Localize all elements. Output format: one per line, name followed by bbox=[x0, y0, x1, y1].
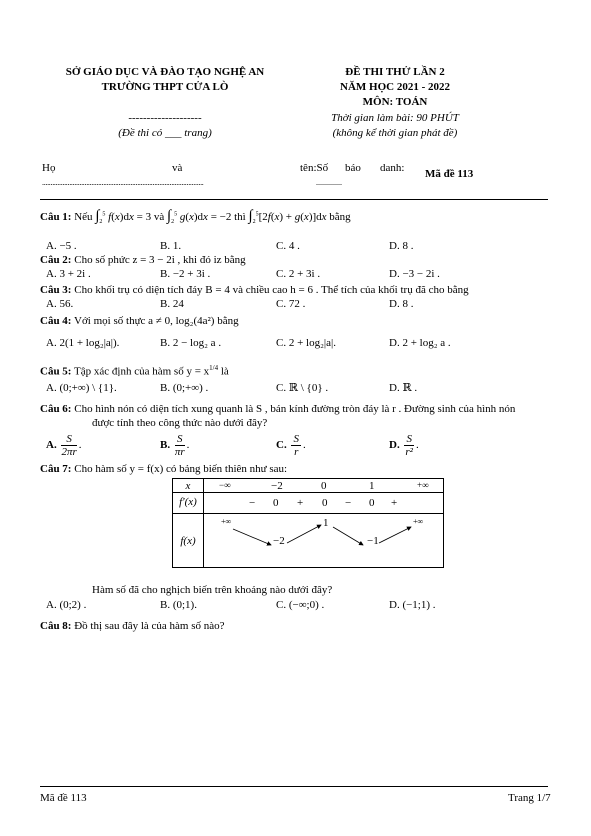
q1-stem: Nếu $\int_2^5$ f(x)dx = 3 và $\int_2^5$ g(x)dx = −2 thì $\int_2^5[2f(x) + g(x)]dx$ bằng bbox=[74, 208, 351, 226]
x-value-5: +∞ bbox=[417, 480, 429, 490]
question-7 bbox=[40, 463, 287, 476]
q1-option-a: A. −5 . bbox=[46, 240, 77, 252]
q4-option-c: C. 2 + log₂|a|. bbox=[276, 337, 336, 349]
q7-option-d: D. (−1;1) . bbox=[389, 599, 436, 611]
arrow-increase-1 bbox=[287, 525, 321, 543]
q1-option-b: B. 1. bbox=[160, 240, 182, 252]
q5-label: Câu 5: bbox=[40, 365, 72, 378]
label-va: và bbox=[172, 162, 183, 174]
f-value-plus-inf-right: +∞ bbox=[413, 517, 424, 526]
q6-option-b: B. $\frac{S}{\pi r}$ . bbox=[160, 433, 190, 459]
exam-time-note: (không kể thời gian phát đề) bbox=[332, 127, 458, 139]
q6-stem-line2: được tính theo công thức nào dưới đây? bbox=[92, 417, 268, 429]
question-3 bbox=[40, 284, 469, 297]
q6-option-c: C. $\frac{S}{r}$ . bbox=[276, 433, 306, 459]
q4-option-d: D. 2 + log₂ a . bbox=[389, 337, 451, 349]
exam-code-box: Mã đề 113 bbox=[425, 168, 474, 180]
q3-label: Câu 3: bbox=[40, 284, 72, 296]
q1-option-c: C. 4 . bbox=[276, 240, 300, 252]
question-4 bbox=[40, 315, 239, 328]
question-5 bbox=[40, 364, 229, 379]
q4-option-a: A. 2(1 + log₂|a|). bbox=[46, 337, 120, 349]
q7-question: Hàm số đã cho nghịch biến trên khoảng nào dưới đây? bbox=[92, 584, 333, 596]
question-6 bbox=[40, 403, 515, 416]
f-value-min-2: −1 bbox=[367, 535, 379, 547]
f-value-plus-inf-left: +∞ bbox=[221, 517, 232, 526]
q2-option-a: A. 3 + 2i . bbox=[46, 268, 91, 280]
q8-stem: Đồ thị sau đây là của hàm số nào? bbox=[74, 620, 225, 632]
q3-stem: Cho khối trụ có diện tích đáy B = 4 và chiều cao h = 6 . Thể tích của khối trụ đã cho bằng bbox=[74, 284, 469, 296]
footer-page-number: Trang 1/7 bbox=[508, 792, 551, 804]
exam-title: ĐỀ THI THỬ LẦN 2 bbox=[345, 66, 445, 78]
name-dots: ............................................................................................... bbox=[42, 178, 204, 187]
fprime-sign-4: + bbox=[391, 497, 398, 509]
variation-arrows bbox=[173, 479, 443, 567]
x-value-2: −2 bbox=[271, 480, 283, 492]
q7-option-b: B. (0;1). bbox=[160, 599, 197, 611]
school-department: SỞ GIÁO DỤC VÀ ĐÀO TẠO NGHỆ AN bbox=[65, 66, 265, 78]
id-dots: ............. bbox=[316, 178, 342, 187]
q2-option-c: C. 2 + 3i . bbox=[276, 268, 321, 280]
question-1 bbox=[40, 207, 351, 226]
fprime-zero-3: 0 bbox=[369, 497, 375, 509]
q6-stem-line1: Cho hình nón có diện tích xung quanh là S , bán kính đường tròn đáy là r . Đường sinh của hình nón bbox=[74, 403, 516, 415]
arrow-increase-2 bbox=[379, 527, 411, 543]
q5-option-c: C. ℝ \ {0} . bbox=[276, 382, 329, 394]
q6-option-d: D. $\frac{S}{\text{r²}}$ . bbox=[389, 433, 419, 459]
q3-option-b: B. 24 bbox=[160, 298, 184, 310]
q6-label: Câu 6: bbox=[40, 403, 72, 415]
q5-stem: Tập xác định của hàm số y = x bbox=[74, 365, 210, 378]
f-value-min-1: −2 bbox=[273, 535, 285, 547]
row-f-label: f(x) bbox=[180, 535, 196, 547]
q3-option-c: C. 72 . bbox=[276, 298, 306, 310]
q7-label: Câu 7: bbox=[40, 463, 72, 475]
fprime-zero-1: 0 bbox=[273, 497, 279, 509]
q2-label: Câu 2: bbox=[40, 254, 72, 266]
q7-option-c: C. (−∞;0) . bbox=[276, 599, 325, 611]
x-value-1: −∞ bbox=[219, 480, 231, 490]
q3-option-a: A. 56. bbox=[46, 298, 74, 310]
page-count-note: (Đề thi có ___ trang) bbox=[118, 127, 212, 139]
variation-table bbox=[172, 478, 444, 568]
subject: MÔN: TOÁN bbox=[362, 96, 428, 108]
q7-stem: Cho hàm số y = f(x) có bảng biến thiên như sau: bbox=[74, 463, 288, 475]
q3-option-d: D. 8 . bbox=[389, 298, 414, 310]
header-divider bbox=[40, 199, 548, 200]
q5-stem-tail: là bbox=[218, 365, 229, 378]
q6-option-a: A. $\frac{S}{2\pi r}$ . bbox=[46, 433, 82, 459]
x-value-4: 1 bbox=[369, 480, 375, 492]
fprime-sign-3: − bbox=[345, 497, 352, 509]
q5-option-a: A. (0;+∞) \ {1}. bbox=[46, 382, 117, 394]
q4-stem: Với mọi số thực a ≠ 0, log₂(4a²) bằng bbox=[74, 315, 239, 327]
fprime-sign-2: + bbox=[297, 497, 304, 509]
label-danh: danh: bbox=[380, 162, 405, 174]
q5-exponent: 1/4 bbox=[209, 364, 219, 372]
q2-stem: Cho số phức z = 3 − 2i , khi đó iz bằng bbox=[74, 254, 246, 266]
header-dashes: -------------------- bbox=[128, 112, 202, 124]
label-ho: Họ bbox=[42, 162, 56, 174]
footer-divider bbox=[40, 786, 548, 787]
q2-option-d: D. −3 − 2i . bbox=[389, 268, 440, 280]
row-fprime-label: f′(x) bbox=[179, 496, 197, 508]
school-name: TRƯỜNG THPT CỬA LÒ bbox=[101, 81, 229, 93]
q1-label: Câu 1: bbox=[40, 211, 72, 223]
arrow-decrease-2 bbox=[333, 527, 363, 545]
fprime-zero-2: 0 bbox=[322, 497, 328, 509]
arrow-decrease-1 bbox=[233, 529, 271, 545]
q5-option-d: D. ℝ . bbox=[389, 382, 418, 394]
row-x-label: x bbox=[185, 480, 191, 492]
q7-option-a: A. (0;2) . bbox=[46, 599, 87, 611]
school-year: NĂM HỌC 2021 - 2022 bbox=[340, 81, 450, 93]
label-bao: báo bbox=[345, 162, 361, 174]
q2-option-b: B. −2 + 3i . bbox=[160, 268, 211, 280]
f-value-max: 1 bbox=[323, 517, 329, 529]
label-ten-so: tên:Số bbox=[300, 162, 329, 174]
q1-option-d: D. 8 . bbox=[389, 240, 414, 252]
q4-option-b: B. 2 − log₂ a . bbox=[160, 337, 222, 349]
question-8 bbox=[40, 620, 225, 633]
q4-label: Câu 4: bbox=[40, 315, 72, 327]
footer-exam-code: Mã đề 113 bbox=[40, 792, 87, 804]
exam-time: Thời gian làm bài: 90 PHÚT bbox=[331, 112, 459, 124]
x-value-3: 0 bbox=[321, 480, 327, 492]
q5-option-b: B. (0;+∞) . bbox=[160, 382, 209, 394]
question-2 bbox=[40, 254, 246, 267]
fprime-sign-1: − bbox=[249, 497, 256, 509]
q8-label: Câu 8: bbox=[40, 620, 72, 632]
